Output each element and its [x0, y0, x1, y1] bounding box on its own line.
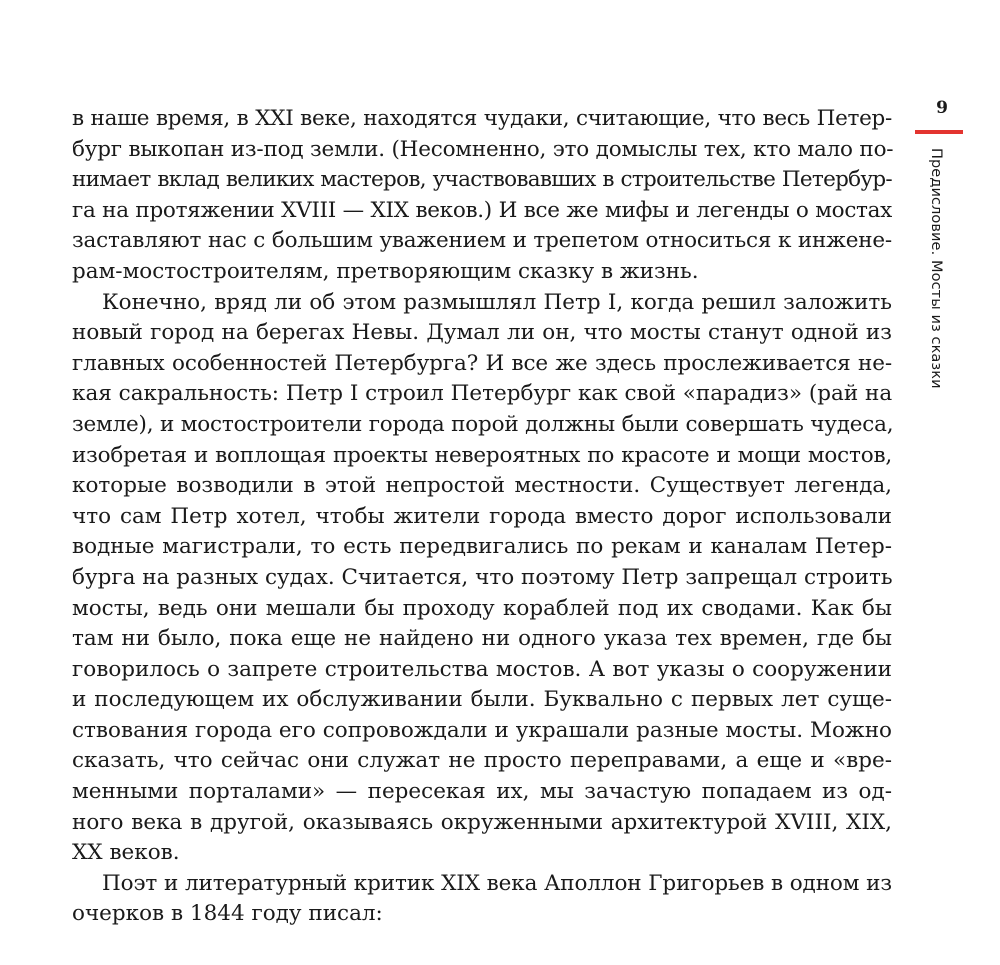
text-line: бург выкопан из-под земли. (Несомненно, это домыслы тех, кто мало по- — [72, 136, 894, 162]
text-line: земле), и мостостроители города порой должны были совершать чудеса, — [72, 411, 894, 437]
text-line: мосты, ведь они мешали бы проходу кораблей под их сводами. Как бы — [72, 595, 892, 621]
text-line: что сам Петр хотел, чтобы жители города вместо дорог использовали — [72, 503, 892, 529]
text-line: ствования города его сопровождали и украшали разные мосты. Можно — [72, 717, 892, 743]
accent-rule — [915, 130, 963, 134]
text-line: новый город на берегах Невы. Думал ли он, что мосты станут одной из — [72, 320, 892, 346]
text-line: главных особенностей Петербурга? И все же здесь прослеживается не- — [72, 350, 892, 376]
text-line: Конечно, вряд ли об этом размышлял Петр I, когда решил заложить — [102, 289, 892, 315]
text-line: XX веков. — [72, 840, 180, 866]
text-line: бурга на разных судах. Считается, что поэтому Петр запрещал строить — [72, 564, 893, 590]
text-line: говорилось о запрете строительства мостов. А вот указы о сооружении — [72, 656, 892, 682]
body-text — [72, 104, 892, 930]
page-number: 9 — [936, 98, 948, 118]
running-head: Предисловие. Мосты из сказки — [928, 148, 944, 389]
text-line: и последующем их обслуживании были. Буквально с первых лет суще- — [72, 687, 892, 713]
text-line: очерков в 1844 году писал: — [72, 901, 383, 927]
text-line: Поэт и литературный критик XIX века Аполлон Григорьев в одном из — [102, 870, 892, 896]
text-line: рам-мостостроителям, претворяющим сказку в жизнь. — [72, 258, 699, 284]
text-line: сказать, что сейчас они служат не просто переправами, а еще и «вре- — [72, 748, 892, 774]
text-line: кая сакральность: Петр I строил Петербург как свой «парадиз» (рай на — [72, 381, 893, 407]
text-line: заставляют нас с большим уважением и трепетом относиться к инжене- — [72, 228, 892, 254]
text-line: там ни было, пока еще не найдено ни одного указа тех времен, где бы — [72, 626, 892, 652]
text-line: в наше время, в XXI веке, находятся чудаки, считающие, что весь Петер- — [72, 106, 892, 131]
text-line: изобретая и воплощая проекты невероятных по красоте и мощи мостов, — [72, 442, 892, 468]
text-line: га на протяжении XVIII — XIX веков.) И все же мифы и легенды о мостах — [72, 197, 892, 223]
text-line: ного века в другой, оказываясь окруженными архитектурой XVIII, XIX, — [72, 809, 892, 835]
text-line: нимает вклад великих мастеров, участвовавших в строительстве Петербур- — [72, 167, 892, 193]
text-line: водные магистрали, то есть передвигались по рекам и каналам Петер- — [72, 534, 892, 560]
text-line: менными порталами» — пересекая их, мы зачастую попадаем из од- — [72, 779, 892, 805]
text-line: которые возводили в этой непростой местности. Существует легенда, — [72, 473, 892, 499]
